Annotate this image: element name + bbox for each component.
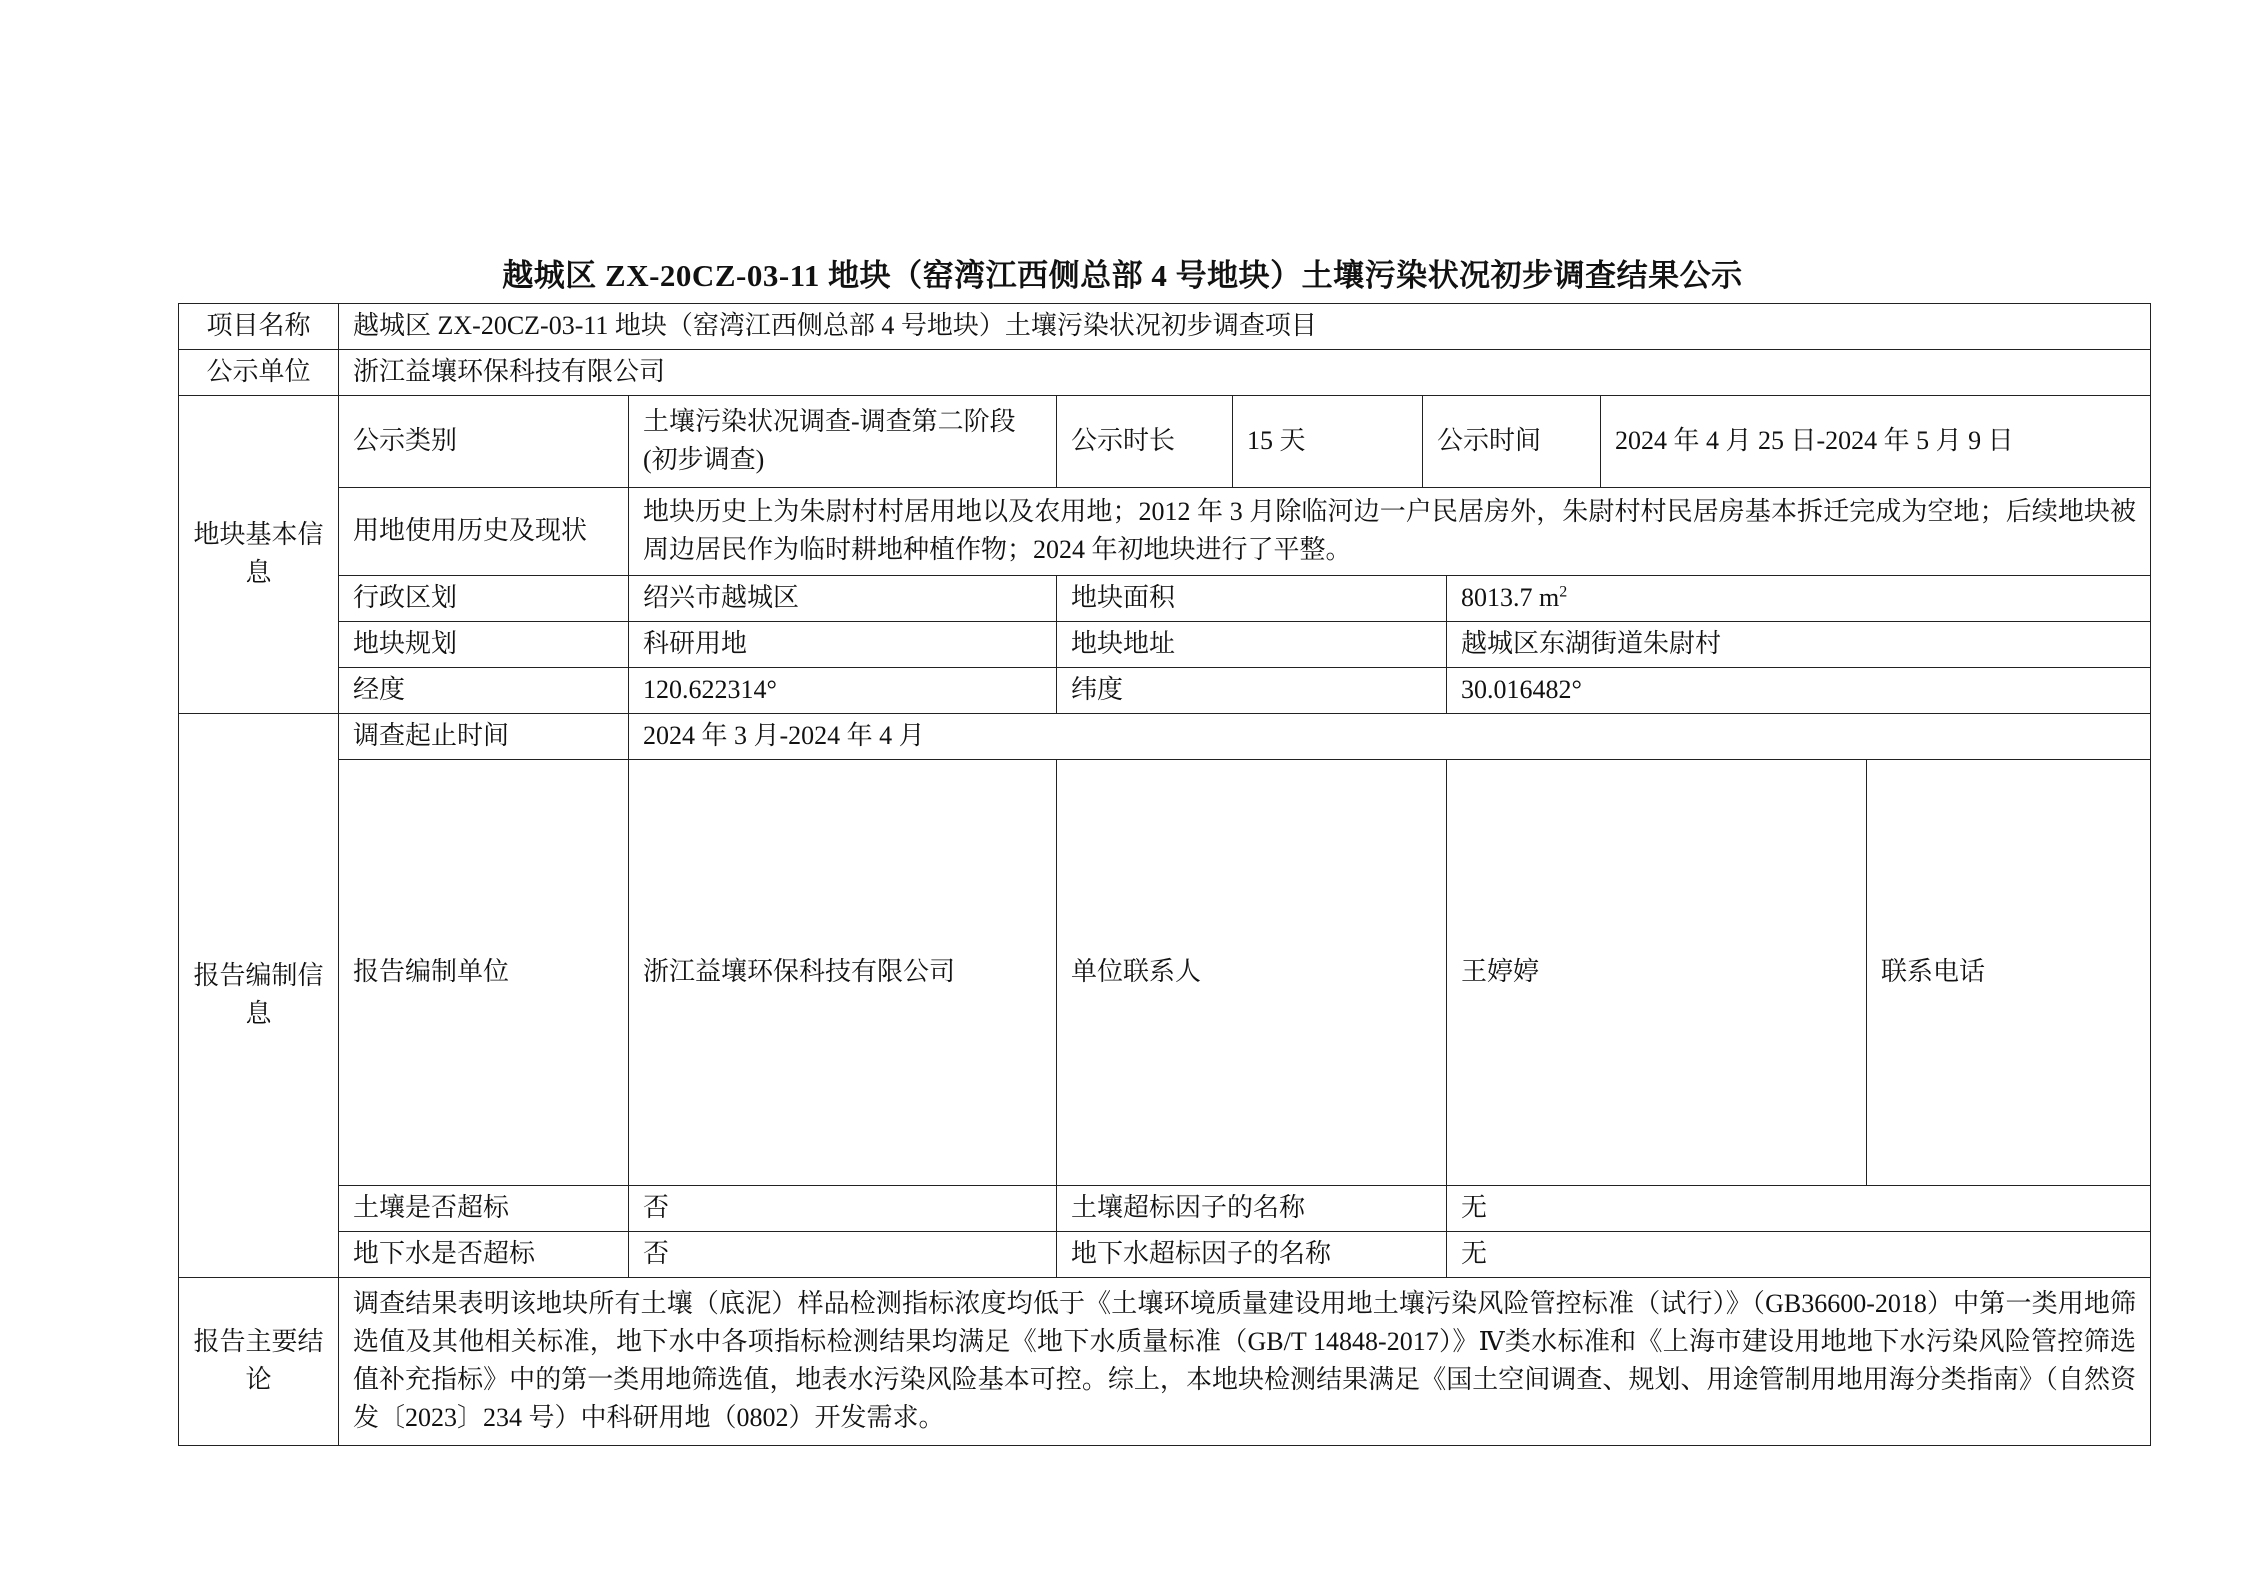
address-label: 地块地址 xyxy=(1057,622,1447,668)
district-label: 行政区划 xyxy=(339,576,629,622)
publish-time-label: 公示时间 xyxy=(1423,396,1601,488)
basic-info-section-label: 地块基本信息 xyxy=(179,396,339,714)
address-value: 越城区东湖街道朱尉村 xyxy=(1447,622,2151,668)
water-exceed-label: 地下水是否超标 xyxy=(339,1232,629,1278)
duration-label: 公示时长 xyxy=(1057,396,1233,488)
org-label: 报告编制单位 xyxy=(339,760,629,1186)
area-number: 8013.7 m xyxy=(1461,583,1560,612)
coordinates-row xyxy=(179,668,2151,714)
history-value: 地块历史上为朱尉村村居用地以及农用地；2012 年 3 月除临河边一户民居房外，朱尉村村民居房基本拆迁完成为空地；后续地块被周边居民作为临时耕地种植作物；2024 年初地块进行了平整。 xyxy=(629,488,2151,576)
soil-factor-value: 无 xyxy=(1447,1186,2151,1232)
water-exceed-value: 否 xyxy=(629,1232,1057,1278)
longitude-value: 120.622314° xyxy=(629,668,1057,714)
project-value: 越城区 ZX-20CZ-03-11 地块（窑湾江西侧总部 4 号地块）土壤污染状况初步调查项目 xyxy=(339,304,2151,350)
district-row xyxy=(179,576,2151,622)
history-label: 用地使用历史及现状 xyxy=(339,488,629,576)
category-row xyxy=(179,396,2151,488)
latitude-label: 纬度 xyxy=(1057,668,1447,714)
publish-time-value: 2024 年 4 月 25 日-2024 年 5 月 9 日 xyxy=(1601,396,2151,488)
page-title: 越城区 ZX-20CZ-03-11 地块（窑湾江西侧总部 4 号地块）土壤污染状况初步调查结果公示 xyxy=(502,258,1743,293)
publisher-value: 浙江益壤环保科技有限公司 xyxy=(339,350,2151,396)
water-factor-label: 地下水超标因子的名称 xyxy=(1057,1232,1447,1278)
latitude-value: 30.016482° xyxy=(1447,668,2151,714)
org-row xyxy=(179,760,2151,1186)
period-row xyxy=(179,714,2151,760)
soil-exceed-row xyxy=(179,1186,2151,1232)
org-value: 浙江益壤环保科技有限公司 xyxy=(629,760,1057,1186)
soil-exceed-label: 土壤是否超标 xyxy=(339,1186,629,1232)
conclusion-value: 调查结果表明该地块所有土壤（底泥）样品检测指标浓度均低于《土壤环境质量建设用地土壤污染风险管控标准（试行）》（GB36600-2018）中第一类用地筛选值及其他相关标准，地下水中各项指标检测结果均满足《地下水质量标准（GB/T 14848-2017）》Ⅳ类水标准和《上海市建设用地地下水污染风险管控筛选值补充指标》中的第一类用地筛选值，地表水污染风险基本可控。综上，本地块检测结果满足《国土空间调查、规划、用途管制用地用海分类指南》（自然资发〔2023〕234 号）中科研用地（0802）开发需求。 xyxy=(339,1278,2151,1446)
category-value: 土壤污染状况调查-调查第二阶段(初步调查) xyxy=(629,396,1057,488)
contact-label: 单位联系人 xyxy=(1057,760,1447,1186)
conclusion-section-label: 报告主要结论 xyxy=(179,1278,339,1446)
report-info-section-label: 报告编制信息 xyxy=(179,714,339,1278)
project-row xyxy=(179,304,2151,350)
duration-value: 15 天 xyxy=(1233,396,1423,488)
planning-row xyxy=(179,622,2151,668)
period-label: 调查起止时间 xyxy=(339,714,629,760)
soil-factor-label: 土壤超标因子的名称 xyxy=(1057,1186,1447,1232)
planning-value: 科研用地 xyxy=(629,622,1057,668)
period-value: 2024 年 3 月-2024 年 4 月 xyxy=(629,714,2151,760)
phone-label: 联系电话 xyxy=(1867,760,2151,1186)
water-factor-value: 无 xyxy=(1447,1232,2151,1278)
district-value: 绍兴市越城区 xyxy=(629,576,1057,622)
area-label: 地块面积 xyxy=(1057,576,1447,622)
area-unit-superscript: 2 xyxy=(1559,583,1568,601)
history-row xyxy=(179,488,2151,576)
area-value xyxy=(1447,576,2151,622)
category-label: 公示类别 xyxy=(339,396,629,488)
planning-label: 地块规划 xyxy=(339,622,629,668)
disclosure-table xyxy=(178,303,2151,1446)
publisher-row xyxy=(179,350,2151,396)
water-exceed-row xyxy=(179,1232,2151,1278)
soil-exceed-value: 否 xyxy=(629,1186,1057,1232)
longitude-label: 经度 xyxy=(339,668,629,714)
contact-value: 王婷婷 xyxy=(1447,760,1867,1186)
project-label: 项目名称 xyxy=(179,304,339,350)
publisher-label: 公示单位 xyxy=(179,350,339,396)
conclusion-row xyxy=(179,1278,2151,1446)
